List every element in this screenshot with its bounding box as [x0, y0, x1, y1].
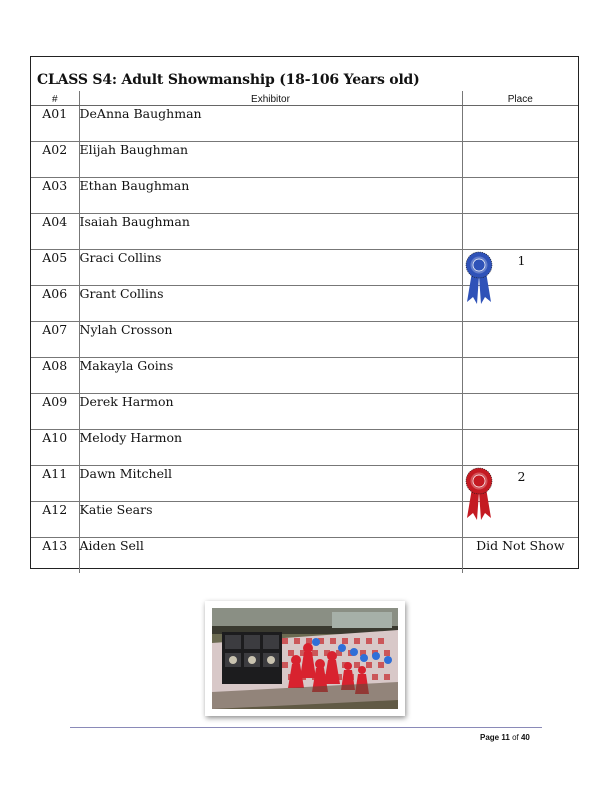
- page-total: 40: [520, 733, 530, 742]
- table-row: [31, 394, 578, 430]
- entry-number: A02: [31, 142, 79, 178]
- exhibitor-name: Dawn Mitchell: [79, 466, 462, 502]
- class-title: CLASS S4: Adult Showmanship (18-106 Years old): [37, 72, 420, 88]
- place-cell: [462, 394, 578, 430]
- exhibitor-name: DeAnna Baughman: [79, 106, 462, 142]
- entry-number: A05: [31, 250, 79, 286]
- table-row: [31, 538, 578, 574]
- exhibitor-name: Aiden Sell: [79, 538, 462, 574]
- exhibitor-name: Derek Harmon: [79, 394, 462, 430]
- header-num: #: [31, 91, 79, 106]
- entry-number: A01: [31, 106, 79, 142]
- entry-number: A04: [31, 214, 79, 250]
- table-row: [31, 178, 578, 214]
- entry-number: A07: [31, 322, 79, 358]
- place-cell: [462, 430, 578, 466]
- exhibitor-name: Isaiah Baughman: [79, 214, 462, 250]
- entry-number: A12: [31, 502, 79, 538]
- page-current: 11: [501, 733, 510, 742]
- place-cell: [462, 502, 578, 538]
- entry-number: A13: [31, 538, 79, 574]
- place-cell: [462, 322, 578, 358]
- table-row: [31, 358, 578, 394]
- results-table: [31, 91, 578, 573]
- entry-number: A09: [31, 394, 79, 430]
- exhibitor-name: Ethan Baughman: [79, 178, 462, 214]
- class-results-box: [30, 56, 579, 569]
- entry-number: A08: [31, 358, 79, 394]
- place-cell: [462, 214, 578, 250]
- table-row: [31, 322, 578, 358]
- exhibitor-name: Grant Collins: [79, 286, 462, 322]
- table-row: [31, 286, 578, 322]
- exhibitor-name: Makayla Goins: [79, 358, 462, 394]
- place-cell: [462, 106, 578, 142]
- place-cell: [462, 250, 578, 286]
- header-place: Place: [462, 91, 578, 106]
- of-word: of: [512, 733, 519, 742]
- entry-number: A11: [31, 466, 79, 502]
- table-row: [31, 106, 578, 142]
- page-word: Page: [480, 733, 500, 742]
- place-cell: [462, 538, 578, 574]
- exhibitor-name: Melody Harmon: [79, 430, 462, 466]
- entry-number: A10: [31, 430, 79, 466]
- exhibitor-name: Graci Collins: [79, 250, 462, 286]
- exhibitor-name: Nylah Crosson: [79, 322, 462, 358]
- table-row: [31, 250, 578, 286]
- table-row: [31, 214, 578, 250]
- footer-rule: [70, 727, 542, 728]
- place-cell: [462, 286, 578, 322]
- table-row: [31, 430, 578, 466]
- table-row: [31, 142, 578, 178]
- place-cell: [462, 358, 578, 394]
- place-cell: [462, 178, 578, 214]
- ribbons-photo-image: [212, 608, 398, 709]
- place-cell: [462, 466, 578, 502]
- table-row: [31, 502, 578, 538]
- entry-number: A06: [31, 286, 79, 322]
- place-value: Did Not Show: [476, 538, 565, 553]
- ribbons-photo: [205, 601, 405, 716]
- place-value: 2: [517, 469, 526, 484]
- entry-number: A03: [31, 178, 79, 214]
- header-exhibitor: Exhibitor: [79, 91, 462, 106]
- page-number: [480, 733, 530, 742]
- exhibitor-name: Katie Sears: [79, 502, 462, 538]
- exhibitor-name: Elijah Baughman: [79, 142, 462, 178]
- table-header-row: [31, 91, 578, 106]
- place-cell: [462, 142, 578, 178]
- place-value: 1: [517, 253, 526, 268]
- table-row: [31, 466, 578, 502]
